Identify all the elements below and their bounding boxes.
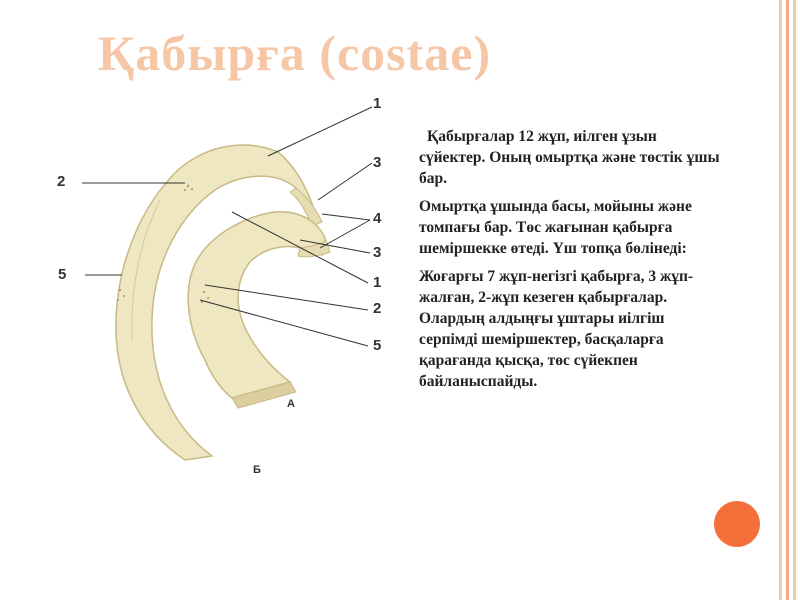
label-1-top: 1 xyxy=(373,95,382,112)
paragraph-groups: Жоғарғы 7 жұп-негізгі қабырға, 3 жұп-жалған, 2-жұп кезеген қабырғалар. Олардың алдыңғы ұштары иілгіш серпімді шеміршектер, басқаларға қарағанда қысқа, төс сүйекпен байланыспайды. xyxy=(419,268,694,390)
figure-label-a: А xyxy=(287,398,295,410)
figure-label-b: Б xyxy=(253,464,261,476)
label-3-top: 3 xyxy=(373,154,382,171)
slide-title: Қабырға (costae) xyxy=(98,25,492,81)
description-text xyxy=(419,126,724,399)
right-border-line xyxy=(786,0,789,600)
label-5-mid: 5 xyxy=(373,337,382,354)
label-1-mid: 1 xyxy=(373,274,382,291)
label-2-left: 2 xyxy=(57,173,66,190)
label-2-mid: 2 xyxy=(373,300,382,317)
label-5-left: 5 xyxy=(58,266,67,283)
right-border-line xyxy=(793,0,796,600)
right-border-line xyxy=(779,0,782,600)
paragraph-intro: Қабырғалар 12 жұп, иілген ұзын сүйектер. Оның омыртқа және төстік ұшы бар. xyxy=(419,128,720,187)
decorative-circle xyxy=(714,501,760,547)
paragraph-structure: Омыртқа ұшында басы, мойыны және томпағы бар. Төс жағынан қабырға шеміршекке өтеді. Үш топқа бөлінеді: xyxy=(419,198,692,257)
label-3-mid: 3 xyxy=(373,244,382,261)
rib-illustration xyxy=(0,0,420,500)
rib-a xyxy=(188,212,325,398)
label-4: 4 xyxy=(373,210,382,227)
